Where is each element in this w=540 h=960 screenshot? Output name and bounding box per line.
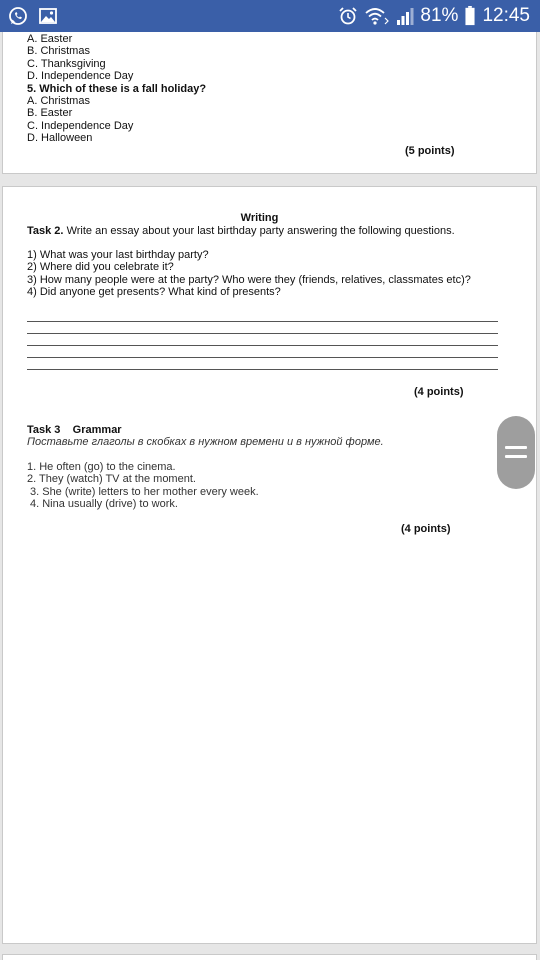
answer-line bbox=[27, 333, 498, 334]
q4-option-d: D. Independence Day bbox=[27, 70, 134, 83]
signal-icon bbox=[396, 6, 414, 26]
q4-option-a: A. Easter bbox=[27, 33, 73, 45]
writing-question-2: 2) Where did you celebrate it? bbox=[27, 261, 174, 274]
clock-time: 12:45 bbox=[482, 5, 530, 26]
q4-option-b: B. Christmas bbox=[27, 45, 90, 58]
alarm-icon bbox=[338, 6, 358, 26]
grammar-instruction: Поставьте глаголы в скобках в нужном времени и в нужной форме. bbox=[27, 436, 384, 449]
writing-question-4: 4) Did anyone get presents? What kind of presents? bbox=[27, 286, 281, 299]
answer-line bbox=[27, 321, 498, 322]
scroll-handle[interactable] bbox=[497, 416, 535, 489]
document-page-2 bbox=[2, 186, 537, 944]
battery-percent: 81% bbox=[420, 5, 459, 26]
whatsapp-icon bbox=[8, 6, 28, 26]
q5-option-b: B. Easter bbox=[27, 107, 73, 120]
points-label: (5 points) bbox=[405, 145, 455, 157]
q5-question: 5. Which of these is a fall holiday? bbox=[27, 82, 207, 95]
grammar-points: (4 points) bbox=[401, 523, 451, 535]
battery-icon bbox=[464, 6, 476, 26]
task2-text: Write an essay about your last birthday party answering the following questions. bbox=[66, 224, 455, 237]
q5-option-d: D. Halloween bbox=[27, 132, 93, 145]
wifi-icon bbox=[364, 6, 390, 26]
answer-line bbox=[27, 345, 498, 346]
writing-question-3: 3) How many people were at the party? Who were they (friends, relatives, classmates etc)? bbox=[27, 273, 471, 286]
task3-label: Task 3 bbox=[27, 424, 61, 436]
image-icon bbox=[38, 6, 58, 26]
grammar-item-4: 4. Nina usually (drive) to work. bbox=[30, 498, 178, 511]
grammar-item-1: 1. He often (go) to the cinema. bbox=[27, 461, 176, 473]
q4-option-c: C. Thanksgiving bbox=[27, 57, 106, 70]
writing-heading: Writing bbox=[240, 212, 279, 224]
answer-line bbox=[27, 369, 498, 370]
status-bar bbox=[0, 0, 540, 32]
grip-line bbox=[505, 455, 527, 458]
task2-label: Task 2. bbox=[27, 224, 64, 237]
writing-question-1: 1) What was your last birthday party? bbox=[27, 249, 209, 261]
q5-option-a: A. Christmas bbox=[27, 95, 90, 107]
answer-line bbox=[27, 357, 498, 358]
document-page-1 bbox=[2, 32, 537, 174]
document-page-3 bbox=[2, 954, 537, 960]
task2-line bbox=[27, 225, 455, 237]
grip-line bbox=[505, 446, 527, 449]
grammar-item-3: 3. She (write) letters to her mother every week. bbox=[30, 485, 259, 498]
task3-title: Grammar bbox=[72, 424, 122, 436]
q5-option-c: C. Independence Day bbox=[27, 119, 134, 132]
grammar-item-2: 2. They (watch) TV at the moment. bbox=[27, 473, 196, 486]
writing-points: (4 points) bbox=[414, 386, 464, 398]
task3-heading bbox=[27, 424, 122, 436]
